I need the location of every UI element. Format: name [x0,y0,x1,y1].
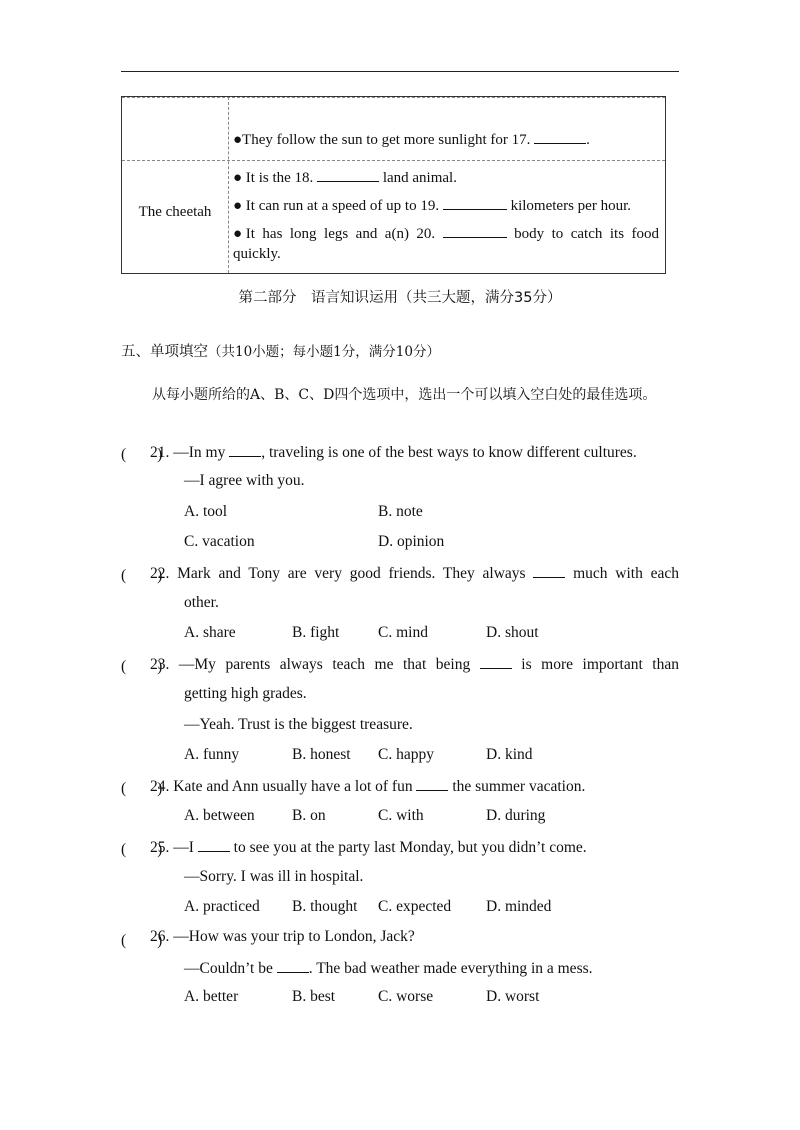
table-row2-line3: ●It has long legs and a(n) 20. body to catch its food quickly. [233,223,659,264]
table-row2-line1: ● It is the 18. land animal. [233,167,659,188]
q26-stem: 26. —How was your trip to London, Jack? [150,928,415,945]
table-top-dashed-divider [122,97,665,98]
q26-option-b[interactable]: B. best [292,988,336,1005]
q24-option-b[interactable]: B. on [292,807,326,824]
q23-stem: 23. —My parents always teach me that being is more important than [150,656,679,673]
section-title: 第二部分 语言知识运用（共三大题，满分35分） [238,290,562,306]
table-column-divider [228,97,229,273]
q22-blank [533,563,565,578]
q25-stem: 25. —I to see you at the party last Monday, but you didn’t come. [150,839,587,856]
q21-blank [229,442,261,457]
q26-blank [277,958,309,973]
q26-option-a[interactable]: A. better [184,988,239,1005]
q21-option-d[interactable]: D. opinion [378,533,445,550]
q24-stem: 24. Kate and Ann usually have a lot of fun the summer vacation. [150,778,586,795]
q23-reply: —Yeah. Trust is the biggest treasure. [184,716,413,733]
q22-option-d[interactable]: D. shout [486,624,539,641]
header-rule [121,71,679,72]
q22-option-a[interactable]: A. share [184,624,236,641]
q24-answer-paren[interactable]: ( ) [121,780,163,797]
q24-option-a[interactable]: A. between [184,807,255,824]
q22-option-c[interactable]: C. mind [378,624,428,641]
q21-option-a[interactable]: A. tool [184,503,228,520]
table-row-divider [122,160,665,161]
q23-option-a[interactable]: A. funny [184,746,240,763]
q26-option-c[interactable]: C. worse [378,988,434,1005]
q25-option-a[interactable]: A. practiced [184,898,260,915]
q23-stem-continued: getting high grades. [184,685,307,702]
q24-blank [416,776,448,791]
q25-reply: —Sorry. I was ill in hospital. [184,868,364,885]
blank-17 [534,129,586,144]
q23-answer-paren[interactable]: ( ) [121,658,163,675]
q24-option-c[interactable]: C. with [378,807,424,824]
q25-option-d[interactable]: D. minded [486,898,552,915]
q24-option-d[interactable]: D. during [486,807,546,824]
table-row2-line2: ● It can run at a speed of up to 19. kilometers per hour. [233,195,659,216]
subsection-heading: 五、单项填空（共10小题；每小题1分，满分10分） [121,344,440,360]
q23-blank [480,654,512,669]
q21-option-b[interactable]: B. note [378,503,423,520]
q21-stem: 21. —In my , traveling is one of the best ways to know different cultures. [150,444,637,461]
q26-option-d[interactable]: D. worst [486,988,540,1005]
blank-18 [317,167,379,182]
instruction-text: 从每小题所给的A、B、C、D四个选项中，选出一个可以填入空白处的最佳选项。 [152,387,657,403]
q23-option-d[interactable]: D. kind [486,746,533,763]
q21-answer-paren[interactable]: ( ) [121,446,163,463]
info-table [121,96,666,274]
q25-option-c[interactable]: C. expected [378,898,452,915]
q22-stem: 22. Mark and Tony are very good friends. They always much with each [150,565,680,582]
q25-blank [198,837,230,852]
q25-option-b[interactable]: B. thought [292,898,358,915]
q21-option-c[interactable]: C. vacation [184,533,255,550]
q26-reply: —Couldn’t be . The bad weather made everything in a mess. [184,960,593,977]
q22-option-b[interactable]: B. fight [292,624,340,641]
blank-19 [443,195,507,210]
table-row1-text: ●They follow the sun to get more sunlight for 17. . [233,129,659,150]
blank-20 [443,223,507,238]
q23-option-c[interactable]: C. happy [378,746,434,763]
q22-answer-paren[interactable]: ( ) [121,567,163,584]
q25-answer-paren[interactable]: ( ) [121,841,163,858]
q26-answer-paren[interactable]: ( ) [121,932,163,949]
q22-stem-continued: other. [184,594,219,611]
q21-reply: —I agree with you. [184,472,305,489]
q23-option-b[interactable]: B. honest [292,746,351,763]
table-row2-label: The cheetah [138,204,212,220]
